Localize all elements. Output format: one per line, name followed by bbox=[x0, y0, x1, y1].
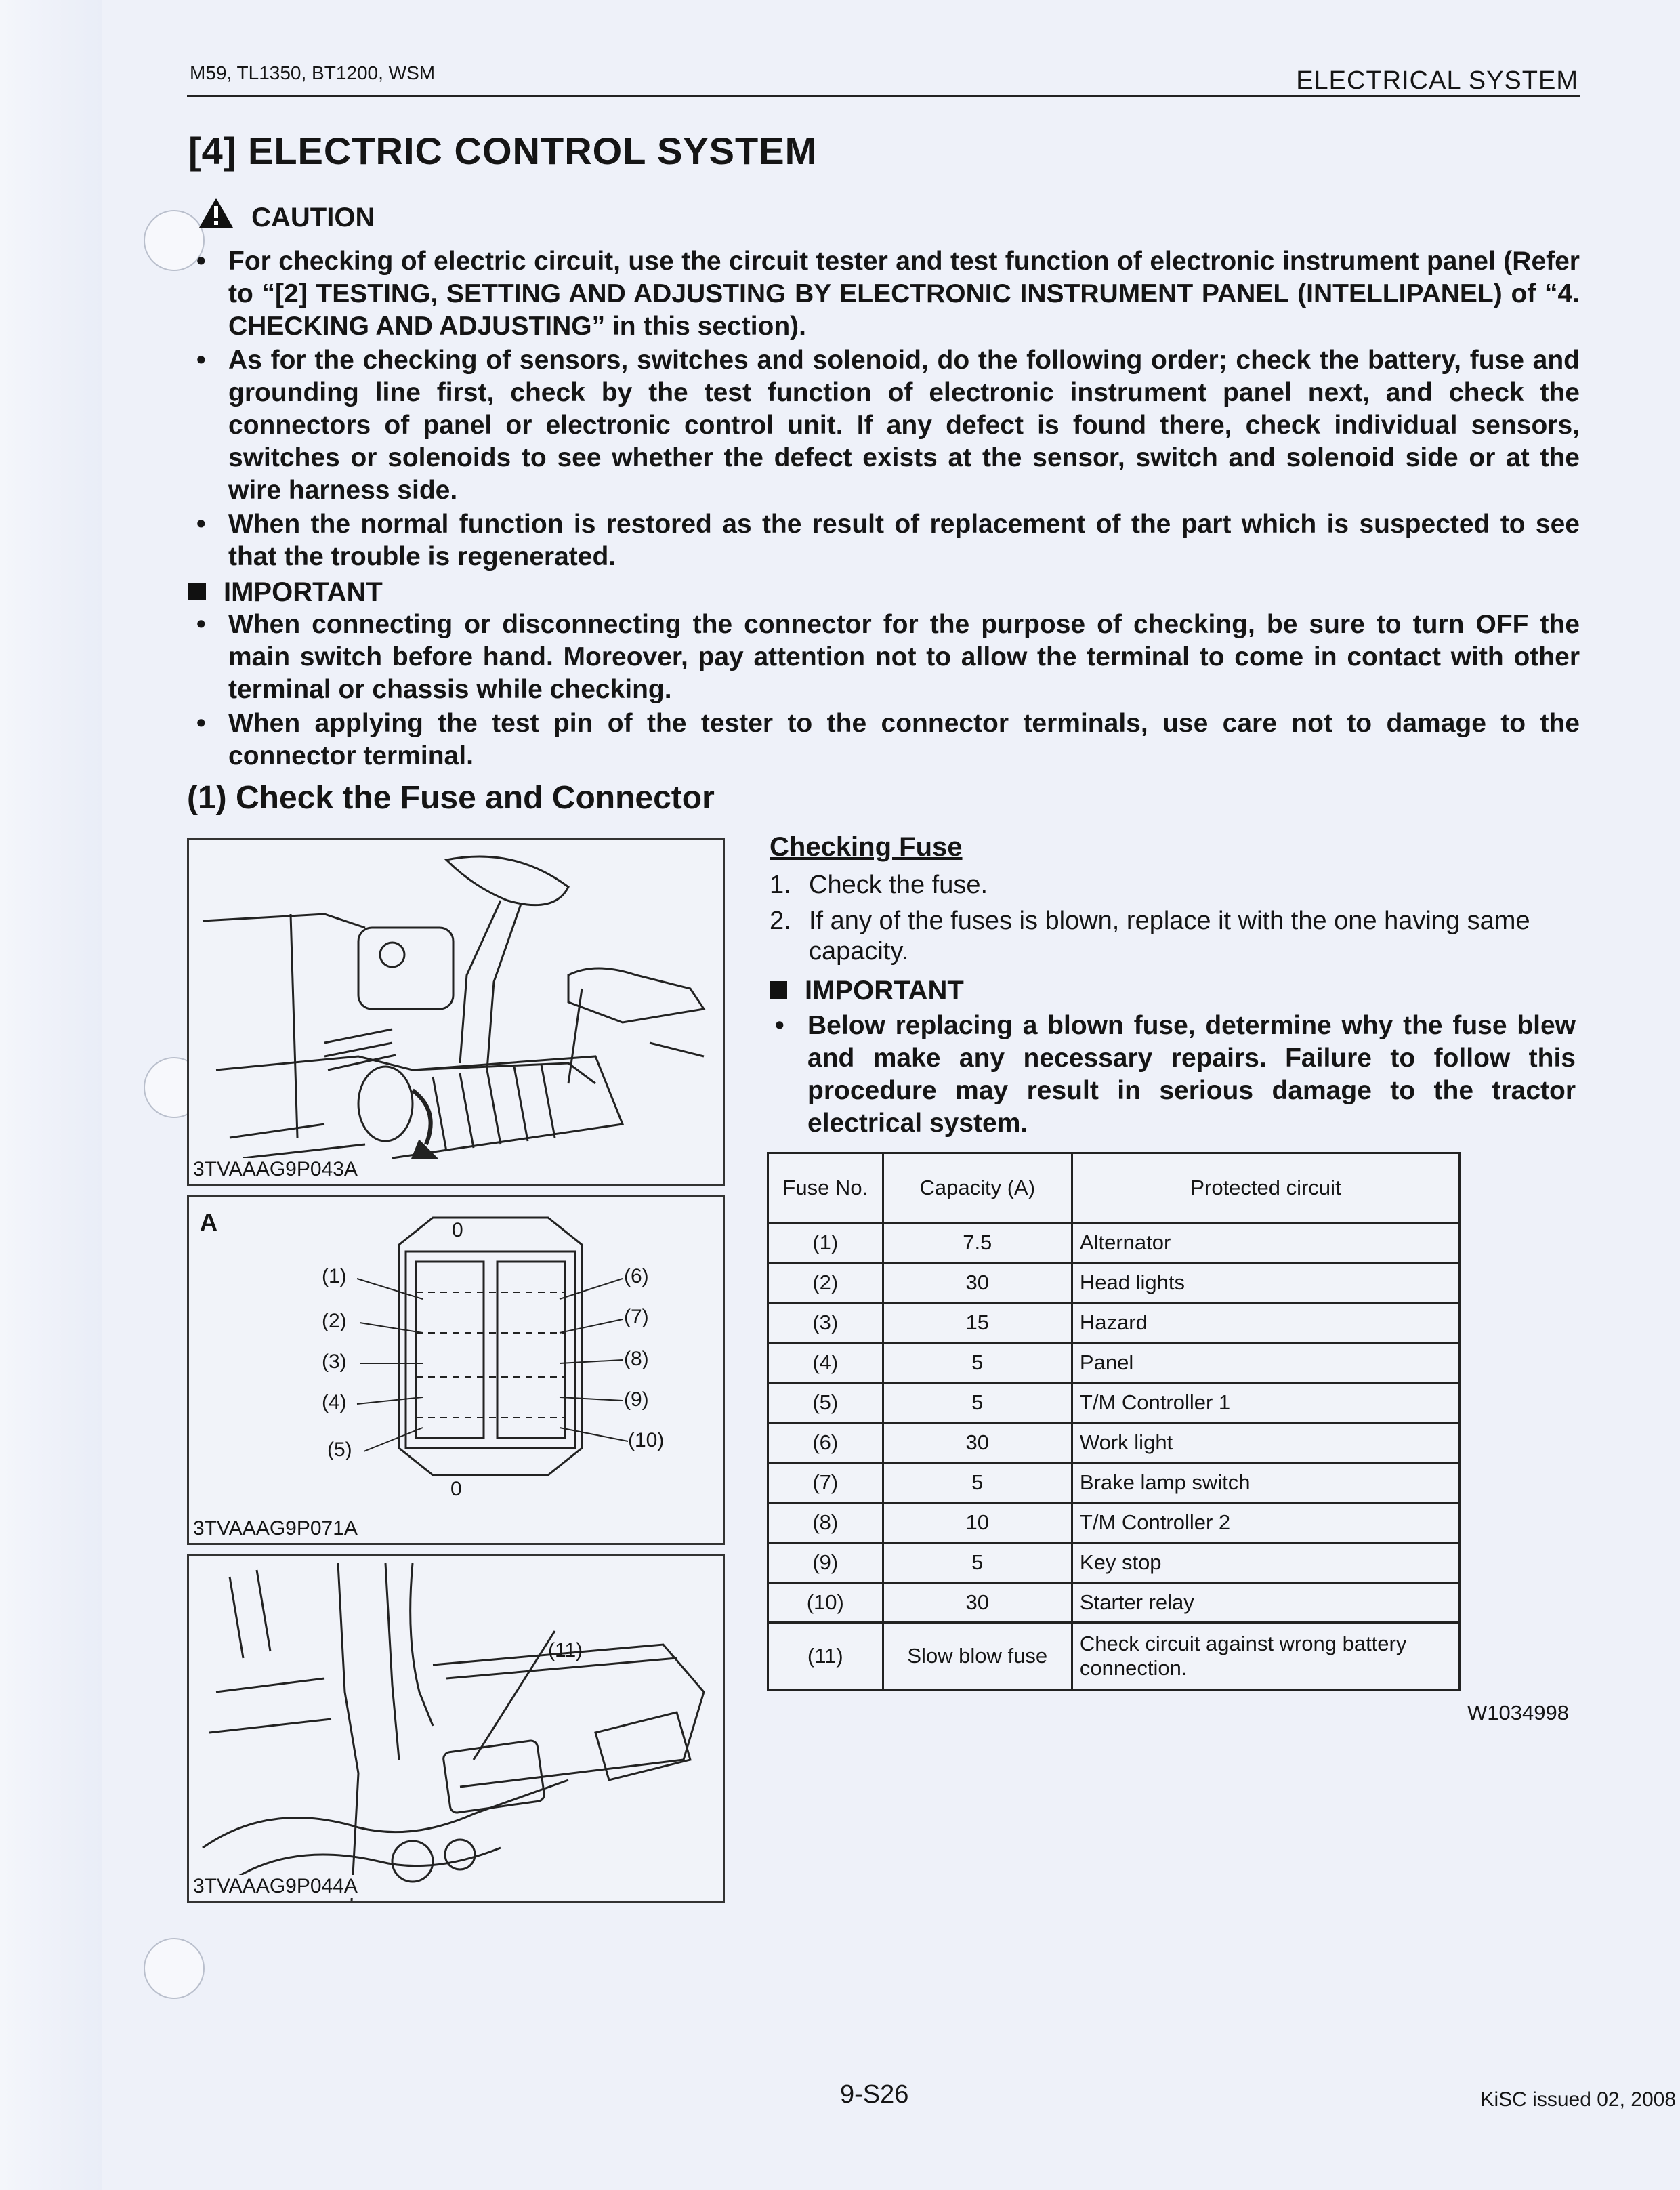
table-row bbox=[768, 1223, 1460, 1263]
table-row bbox=[768, 1463, 1460, 1503]
figure-code: 3TVAAAG9P044A bbox=[193, 1875, 358, 1897]
fuse-no: (3) bbox=[768, 1303, 883, 1343]
fuse-callout-10: (10) bbox=[628, 1429, 665, 1451]
fuse-capacity: 5 bbox=[883, 1343, 1072, 1383]
table-row bbox=[768, 1623, 1460, 1690]
header-rule bbox=[187, 95, 1580, 97]
fuse-capacity: Slow blow fuse bbox=[883, 1623, 1072, 1690]
section-title: [4] ELECTRIC CONTROL SYSTEM bbox=[188, 129, 818, 172]
important-square-icon bbox=[770, 981, 787, 999]
subsection-title: (1) Check the Fuse and Connector bbox=[187, 780, 715, 816]
figure-label-a: A bbox=[200, 1208, 217, 1236]
figure-code: 3TVAAAG9P043A bbox=[193, 1158, 358, 1180]
fuse-box-mount-bottom: 0 bbox=[450, 1478, 462, 1500]
fuse-callout-9: (9) bbox=[624, 1388, 649, 1411]
fuse-capacity: 30 bbox=[883, 1423, 1072, 1463]
fuse-no: (5) bbox=[768, 1383, 883, 1423]
steering-column-illustration bbox=[189, 840, 723, 1184]
fuse-no: (11) bbox=[768, 1623, 883, 1690]
step-item bbox=[770, 906, 1580, 967]
important-square-icon bbox=[188, 583, 206, 600]
document-code: W1034998 bbox=[1467, 1701, 1569, 1724]
important-heading-2 bbox=[770, 976, 964, 1006]
fuse-callout-2: (2) bbox=[322, 1310, 347, 1332]
slow-blow-fuse-callout: (11) bbox=[548, 1639, 583, 1661]
checking-fuse-title: Checking Fuse bbox=[770, 832, 963, 862]
important-list-1 bbox=[191, 608, 1580, 774]
page-number: 9-S26 bbox=[840, 2080, 909, 2109]
header-model: M59, TL1350, BT1200, WSM bbox=[190, 62, 436, 83]
step-number: 2. bbox=[770, 907, 791, 935]
fuse-no: (1) bbox=[768, 1223, 883, 1263]
fuse-capacity: 30 bbox=[883, 1263, 1072, 1303]
checking-fuse-steps bbox=[770, 870, 1580, 972]
binder-hole-bottom bbox=[144, 1938, 205, 1999]
fuse-no: (4) bbox=[768, 1343, 883, 1383]
fuse-circuit: Check circuit against wrong battery connection. bbox=[1072, 1623, 1459, 1690]
fuse-callout-8: (8) bbox=[624, 1348, 649, 1370]
page-edge bbox=[0, 0, 102, 2190]
caution-item: • As for the checking of sensors, switches and solenoid, do the following order; check the battery, fuse and grounding line first, check by the test function of electronic instrument panel next, and check the connectors of panel or electronic control unit. If any defect is found there, check individual sensors, switches or solenoids to see whether the defect exists at the sensor, switch and solenoid side or at the wire harness side. bbox=[191, 344, 1580, 507]
fuse-circuit: T/M Controller 2 bbox=[1072, 1503, 1459, 1543]
fuse-capacity: 30 bbox=[883, 1583, 1072, 1623]
fuse-circuit: Hazard bbox=[1072, 1303, 1459, 1343]
figure-steering-column bbox=[187, 838, 725, 1186]
fuse-circuit: Head lights bbox=[1072, 1263, 1459, 1303]
fuse-no: (6) bbox=[768, 1423, 883, 1463]
slow-blow-fuse-illustration bbox=[189, 1556, 723, 1901]
table-row bbox=[768, 1303, 1460, 1343]
fuse-capacity: 5 bbox=[883, 1543, 1072, 1583]
important-label: IMPORTANT bbox=[224, 577, 383, 607]
fuse-no: (2) bbox=[768, 1263, 883, 1303]
fuse-callout-1: (1) bbox=[322, 1265, 347, 1287]
step-text: Check the fuse. bbox=[809, 871, 988, 899]
figure-code: 3TVAAAG9P071A bbox=[193, 1517, 358, 1540]
fuse-box-mount-top: 0 bbox=[452, 1219, 463, 1241]
fuse-table-header bbox=[768, 1153, 1460, 1223]
table-row bbox=[768, 1503, 1460, 1543]
fuse-capacity: 10 bbox=[883, 1503, 1072, 1543]
table-row bbox=[768, 1543, 1460, 1583]
step-number: 1. bbox=[770, 871, 791, 899]
caution-item: • When the normal function is restored as the result of replacement of the part which is suspected to see that the trouble is regenerated. bbox=[191, 508, 1580, 573]
figure-slow-blow-fuse bbox=[187, 1554, 725, 1903]
header-capacity: Capacity (A) bbox=[883, 1153, 1072, 1223]
fuse-callout-7: (7) bbox=[624, 1306, 649, 1328]
fuse-circuit: T/M Controller 1 bbox=[1072, 1383, 1459, 1423]
fuse-circuit: Panel bbox=[1072, 1343, 1459, 1383]
fuse-no: (7) bbox=[768, 1463, 883, 1503]
table-row bbox=[768, 1343, 1460, 1383]
figure-fuse-box bbox=[187, 1195, 725, 1545]
important-heading-1 bbox=[188, 577, 383, 608]
fuse-no: (8) bbox=[768, 1503, 883, 1543]
table-row bbox=[768, 1423, 1460, 1463]
important-item: • Below replacing a blown fuse, determine why the fuse blew and make any necessary repairs. Failure to follow this procedure may result in serious damage to the tractor electrical system. bbox=[770, 1010, 1576, 1140]
important-list-2 bbox=[770, 1010, 1576, 1140]
table-row bbox=[768, 1583, 1460, 1623]
caution-heading bbox=[198, 197, 375, 236]
fuse-circuit: Work light bbox=[1072, 1423, 1459, 1463]
step-item bbox=[770, 870, 1580, 901]
fuse-circuit: Starter relay bbox=[1072, 1583, 1459, 1623]
important-item: • When applying the test pin of the tester to the connector terminals, use care not to damage to the connector terminal. bbox=[191, 707, 1580, 772]
caution-list bbox=[191, 245, 1580, 575]
fuse-no: (10) bbox=[768, 1583, 883, 1623]
fuse-circuit: Alternator bbox=[1072, 1223, 1459, 1263]
fuse-callout-6: (6) bbox=[624, 1265, 649, 1287]
fuse-callout-3: (3) bbox=[322, 1350, 347, 1373]
fuse-capacity: 5 bbox=[883, 1463, 1072, 1503]
fuse-circuit: Brake lamp switch bbox=[1072, 1463, 1459, 1503]
fuse-table bbox=[767, 1152, 1461, 1691]
header-protected-circuit: Protected circuit bbox=[1072, 1153, 1459, 1223]
step-text: If any of the fuses is blown, replace it with the one having same capacity. bbox=[809, 907, 1530, 966]
important-label: IMPORTANT bbox=[805, 976, 964, 1006]
fuse-no: (9) bbox=[768, 1543, 883, 1583]
fuse-callout-5: (5) bbox=[327, 1439, 352, 1461]
header-fuse-no: Fuse No. bbox=[768, 1153, 883, 1223]
table-row bbox=[768, 1383, 1460, 1423]
table-row bbox=[768, 1263, 1460, 1303]
fuse-callout-4: (4) bbox=[322, 1391, 347, 1413]
fuse-capacity: 7.5 bbox=[883, 1223, 1072, 1263]
caution-label: CAUTION bbox=[251, 203, 375, 232]
header-chapter: ELECTRICAL SYSTEM bbox=[1296, 66, 1578, 95]
fuse-capacity: 15 bbox=[883, 1303, 1072, 1343]
caution-item: • For checking of electric circuit, use the circuit tester and test function of electronic instrument panel (Refer to “[2] TESTING, SETTING AND ADJUSTING BY ELECTRONIC INSTRUMENT PANEL (INTELLIPANEL) of “4. CHECKING AND ADJUSTING” in this section). bbox=[191, 245, 1580, 343]
important-item: • When connecting or disconnecting the connector for the purpose of checking, be sure to turn OFF the main switch before hand. Moreover, pay attention not to allow the terminal to come in contact with other terminal or chassis while checking. bbox=[191, 608, 1580, 706]
fuse-capacity: 5 bbox=[883, 1383, 1072, 1423]
warning-triangle-icon bbox=[198, 197, 234, 236]
issued-date: KiSC issued 02, 2008 bbox=[1480, 2088, 1676, 2111]
fuse-circuit: Key stop bbox=[1072, 1543, 1459, 1583]
